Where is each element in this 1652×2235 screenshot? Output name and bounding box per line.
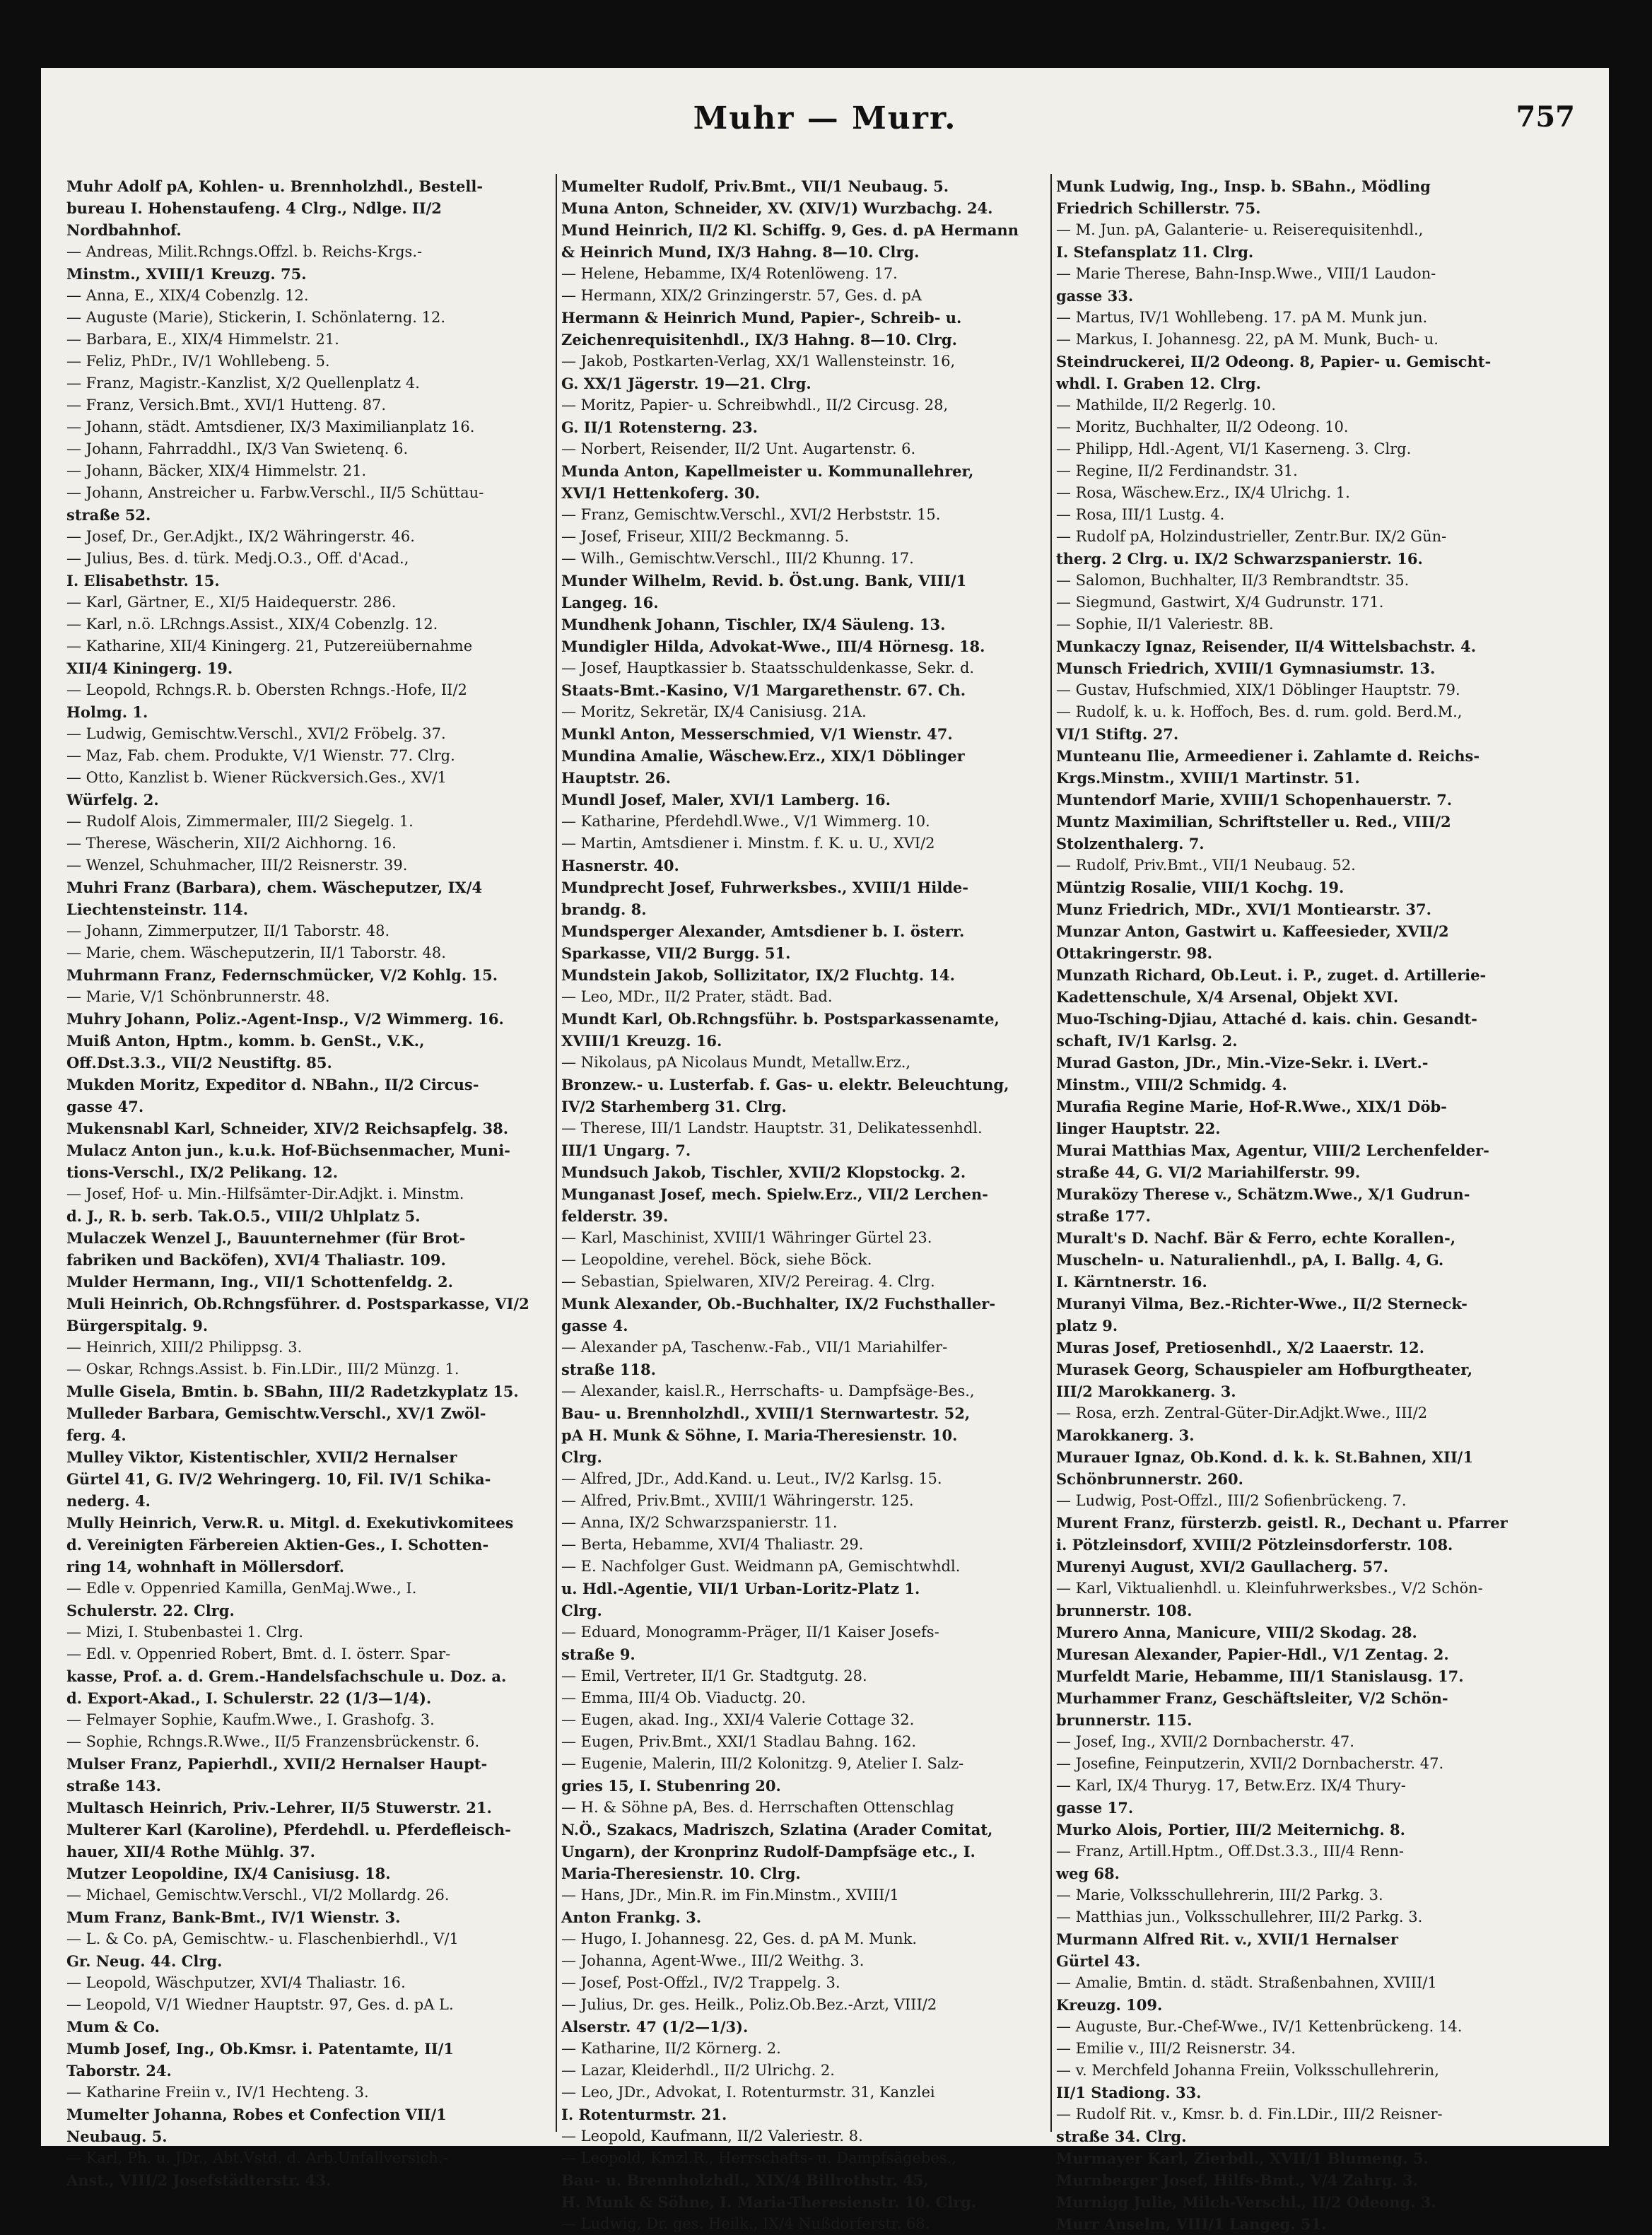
directory-entry: Murr Anselm, VIII/1 Langeg. 51. [1056, 2215, 1327, 2233]
directory-entry: Murafia Regine Marie, Hof-R.Wwe., XIX/1 Döb- [1056, 1098, 1447, 1115]
directory-entry: d. Export-Akad., I. Schulerstr. 22 (1/3—1/4). [66, 1689, 432, 1707]
directory-entry: — Mizi, I. Stubenbastei 1. Clrg. [66, 1624, 304, 1641]
directory-entry: — Anna, IX/2 Schwarzspanierstr. 11. [561, 1514, 838, 1531]
directory-entry: XVIII/1 Kreuzg. 16. [561, 1032, 722, 1050]
directory-entry: — Matthias jun., Volksschullehrer, III/2 Parkg. 3. [1056, 1908, 1423, 1925]
directory-entry: Murad Gaston, JDr., Min.-Vize-Sekr. i. LVert.- [1056, 1054, 1429, 1072]
directory-entry: Muscheln- u. Naturalienhdl., pA, I. Ballg. 4, G. [1056, 1251, 1444, 1269]
directory-entry: — Sebastian, Spielwaren, XIV/2 Pereirag. 4. Clrg. [561, 1273, 935, 1290]
directory-entry: — Norbert, Reisender, II/2 Unt. Augartenstr. 6. [561, 440, 916, 457]
directory-entry: — Gustav, Hufschmied, XIX/1 Döblinger Hauptstr. 79. [1056, 681, 1460, 698]
directory-entry: I. Elisabethstr. 15. [66, 572, 220, 589]
directory-entry: Schulerstr. 22. Clrg. [66, 1602, 235, 1619]
directory-entry: — Eugen, Priv.Bmt., XXI/1 Stadlau Bahng. 162. [561, 1733, 917, 1750]
directory-entry: Munda Anton, Kapellmeister u. Kommunallehrer, [561, 462, 974, 480]
directory-entry: gasse 4. [561, 1317, 628, 1334]
directory-entry: Gr. Neug. 44. Clrg. [66, 1952, 223, 1970]
directory-entry: Muntendorf Marie, XVIII/1 Schopenhauerstr. 7. [1056, 791, 1453, 809]
directory-entry: Würfelg. 2. [66, 791, 159, 809]
directory-entry: straße 44, G. VI/2 Mariahilferstr. 99. [1056, 1163, 1361, 1181]
directory-entry: Muraközy Therese v., Schätzm.Wwe., X/1 Gudrun- [1056, 1185, 1470, 1203]
directory-entry: Munsch Friedrich, XVIII/1 Gymnasiumstr. 13. [1056, 659, 1436, 677]
directory-entry: brunnerstr. 115. [1056, 1711, 1193, 1729]
directory-entry: II/1 Stadiong. 33. [1056, 2084, 1202, 2101]
directory-entry: — Eduard, Monogramm-Präger, II/1 Kaiser Josefs- [561, 1624, 939, 1641]
directory-entry: Mund Heinrich, II/2 Kl. Schiffg. 9, Ges. d. pA Hermann [561, 221, 1019, 239]
directory-entry: — Otto, Kanzlist b. Wiener Rückversich.Ges., XV/1 [66, 769, 447, 786]
directory-entry: Munz Friedrich, MDr., XVI/1 Montiearstr. 37. [1056, 901, 1431, 918]
directory-entry: kasse, Prof. a. d. Grem.-Handelsfachschule u. Doz. a. [66, 1667, 507, 1685]
directory-entry: Anton Frankg. 3. [561, 1908, 702, 1926]
directory-entry: Munteanu Ilie, Armeediener i. Zahlamte d. Reichs- [1056, 747, 1480, 765]
directory-entry: — Philipp, Hdl.-Agent, VI/1 Kaserneng. 3. Clrg. [1056, 440, 1412, 457]
directory-entry: — Martin, Amtsdiener i. Minstm. f. K. u. U., XVI/2 [561, 835, 935, 852]
directory-entry: Schönbrunnerstr. 260. [1056, 1470, 1243, 1488]
directory-entry: — Franz, Magistr.-Kanzlist, X/2 Quellenplatz 4. [66, 375, 420, 392]
directory-entry: — Rudolf Alois, Zimmermaler, III/2 Siegelg. 1. [66, 813, 414, 830]
directory-entry: Muo-Tsching-Djiau, Attaché d. kais. chin. Gesandt- [1056, 1010, 1477, 1028]
directory-entry: weg 68. [1056, 1865, 1120, 1882]
column-right [1056, 175, 1541, 2233]
directory-entry: — Wenzel, Schuhmacher, III/2 Reisnerstr. 39. [66, 857, 408, 874]
directory-entry: Munk Ludwig, Ing., Insp. b. SBahn., Mödling [1056, 177, 1431, 195]
directory-entry: straße 52. [66, 506, 151, 524]
directory-entry: Taborstr. 24. [66, 2062, 172, 2079]
directory-entry: — Leopold, Rchngs.R. b. Obersten Rchngs.-Hofe, II/2 [66, 681, 467, 698]
directory-entry: — Berta, Hebamme, XVI/4 Thaliastr. 29. [561, 1536, 864, 1553]
directory-entry: Muhri Franz (Barbara), chem. Wäscheputzer, IX/4 [66, 879, 483, 896]
directory-entry: G. II/1 Rotensterng. 23. [561, 418, 758, 436]
directory-entry: Gürtel 41, G. IV/2 Wehringerg. 10, Fil. IV/1 Schika- [66, 1470, 491, 1488]
directory-entry: Minstm., VIII/2 Schmidg. 4. [1056, 1076, 1287, 1093]
directory-entry: — Johann, Zimmerputzer, II/1 Taborstr. 48. [66, 922, 390, 939]
directory-entry: — Hans, JDr., Min.R. im Fin.Minstm., XVIII/1 [561, 1887, 899, 1903]
directory-entry: — Karl, Gärtner, E., XI/5 Haidequerstr. 286. [66, 594, 397, 611]
directory-entry: Anst., VIII/2 Josefstädterstr. 43. [66, 2171, 332, 2189]
directory-entry: — Karl, n.ö. LRchngs.Assist., XIX/4 Cobenzlg. 12. [66, 616, 438, 633]
directory-entry: — Mathilde, II/2 Regerlg. 10. [1056, 397, 1277, 413]
directory-entry: Hermann & Heinrich Mund, Papier-, Schreib- u. [561, 309, 962, 327]
directory-entry: Mumelter Johanna, Robes et Confection VII/1 [66, 2106, 447, 2123]
directory-entry: hauer, XII/4 Rothe Mühlg. 37. [66, 1843, 315, 1860]
column-left [66, 175, 551, 2189]
directory-entry: straße 177. [1056, 1207, 1151, 1225]
directory-entry: Bürgerspitalg. 9. [66, 1317, 209, 1334]
directory-entry: — Barbara, E., XIX/4 Himmelstr. 21. [66, 331, 339, 348]
directory-entry: Murent Franz, fürsterzb. geistl. R., Dechant u. Pfarrer [1056, 1514, 1508, 1532]
directory-entry: — Feliz, PhDr., IV/1 Wohllebeng. 5. [66, 353, 330, 370]
directory-entry: — Leo, MDr., II/2 Prater, städt. Bad. [561, 988, 833, 1005]
directory-entry: gasse 33. [1056, 287, 1134, 305]
directory-entry: — Johann, Bäcker, XIX/4 Himmelstr. 21. [66, 462, 367, 479]
directory-entry: — Wilh., Gemischtw.Verschl., III/2 Khunng. 17. [561, 550, 914, 567]
directory-entry: Mulder Hermann, Ing., VII/1 Schottenfeldg. 2. [66, 1273, 453, 1291]
directory-entry: — Katharine, Pferdehdl.Wwe., V/1 Wimmerg. 10. [561, 813, 930, 830]
directory-entry: — Johann, städt. Amtsdiener, IX/3 Maximilianplatz 16. [66, 418, 475, 435]
directory-entry: ring 14, wohnhaft in Möllersdorf. [66, 1558, 345, 1576]
directory-entry: Steindruckerei, II/2 Odeong. 8, Papier- u. Gemischt- [1056, 353, 1492, 370]
directory-entry: Munkl Anton, Messerschmied, V/1 Wienstr. 47. [561, 725, 953, 743]
directory-entry: Mundigler Hilda, Advokat-Wwe., III/4 Hörnesg. 18. [561, 638, 985, 655]
directory-entry: Mundsuch Jakob, Tischler, XVII/2 Klopstockg. 2. [561, 1163, 966, 1181]
directory-entry: — Katharine Freiin v., IV/1 Hechteng. 3. [66, 2084, 369, 2101]
directory-entry: — Karl, Maschinist, XVIII/1 Währinger Gürtel 23. [561, 1229, 932, 1246]
directory-entry: Sparkasse, VII/2 Burgg. 51. [561, 944, 791, 962]
directory-entry: Mum Franz, Bank-Bmt., IV/1 Wienstr. 3. [66, 1908, 401, 1926]
directory-entry: XVI/1 Hettenkoferg. 30. [561, 484, 761, 502]
directory-entry: Mulacz Anton jun., k.u.k. Hof-Büchsenmacher, Muni- [66, 1142, 510, 1159]
directory-entry: — Josef, Hauptkassier b. Staatsschuldenkasse, Sekr. d. [561, 659, 975, 676]
directory-entry: — Marie, V/1 Schönbrunnerstr. 48. [66, 988, 330, 1005]
directory-entry: — Marie Therese, Bahn-Insp.Wwe., VIII/1 Laudon- [1056, 265, 1436, 282]
directory-entry: — Julius, Dr. ges. Heilk., Poliz.Ob.Bez.-Arzt, VIII/2 [561, 1996, 937, 2013]
directory-entry: Mundprecht Josef, Fuhrwerksbes., XVIII/1 Hilde- [561, 879, 968, 896]
column-rule [556, 174, 557, 2132]
directory-entry: Minstm., XVIII/1 Kreuzg. 75. [66, 265, 307, 283]
directory-entry: — Markus, I. Johannesg. 22, pA M. Munk, Buch- u. [1056, 331, 1439, 348]
directory-entry: — Amalie, Bmtin. d. städt. Straßenbahnen, XVIII/1 [1056, 1974, 1437, 1991]
directory-entry: — Heinrich, XIII/2 Philippsg. 3. [66, 1339, 303, 1356]
directory-entry: therg. 2 Clrg. u. IX/2 Schwarzspanierstr. 16. [1056, 550, 1423, 568]
directory-entry: gries 15, I. Stubenring 20. [561, 1777, 781, 1795]
directory-entry: Mundhenk Johann, Tischler, IX/4 Säuleng. 13. [561, 616, 946, 633]
directory-entry: Mulle Gisela, Bmtin. b. SBahn, III/2 Radetzkyplatz 15. [66, 1383, 519, 1400]
directory-entry: — Rudolf Rit. v., Kmsr. b. d. Fin.LDir., III/2 Reisner- [1056, 2106, 1443, 2123]
directory-entry: Muhrmann Franz, Federnschmücker, V/2 Kohlg. 15. [66, 966, 498, 984]
directory-entry: Munkaczy Ignaz, Reisender, II/4 Wittelsbachstr. 4. [1056, 638, 1477, 655]
directory-entry: felderstr. 39. [561, 1207, 669, 1225]
directory-entry: Multasch Heinrich, Priv.-Lehrer, II/5 Stuwerstr. 21. [66, 1799, 492, 1817]
directory-entry: Bronzew.- u. Lusterfab. f. Gas- u. elektr. Beleuchtung, [561, 1076, 1009, 1093]
directory-entry: Murfeldt Marie, Hebamme, III/1 Stanislausg. 17. [1056, 1667, 1464, 1685]
directory-entry: Zeichenrequisitenhdl., IX/3 Hahng. 8—10. Clrg. [561, 331, 957, 348]
directory-entry: straße 118. [561, 1361, 656, 1378]
directory-entry: Mukensnabl Karl, Schneider, XIV/2 Reichsapfelg. 38. [66, 1120, 509, 1137]
directory-entry: G. XX/1 Jägerstr. 19—21. Clrg. [561, 375, 812, 392]
directory-entry: Murmann Alfred Rit. v., XVII/1 Hernalser [1056, 1930, 1398, 1948]
directory-entry: Muras Josef, Pretiosenhdl., X/2 Laaerstr. 12. [1056, 1339, 1424, 1356]
directory-entry: Mum & Co. [66, 2018, 160, 2036]
page-header [41, 100, 1609, 157]
directory-entry: — Helene, Hebamme, IX/4 Rotenlöweng. 17. [561, 265, 898, 282]
directory-entry: Bau- u. Brennholzhdl., XIX/4 Billrothstr. 45, [561, 2171, 929, 2189]
directory-entry: — Anna, E., XIX/4 Cobenzlg. 12. [66, 287, 309, 304]
directory-entry: Muralt's D. Nachf. Bär & Ferro, echte Korallen-, [1056, 1229, 1456, 1247]
directory-entry: — Nikolaus, pA Nicolaus Mundt, Metallw.Erz., [561, 1054, 911, 1071]
directory-entry: schaft, IV/1 Karlsg. 2. [1056, 1032, 1238, 1050]
directory-entry: Murmayer Karl, Zierbdl., XVII/1 Blumeng. 5. [1056, 2149, 1429, 2167]
directory-entry: gasse 17. [1056, 1799, 1134, 1817]
directory-entry: — Leopold, V/1 Wiedner Hauptstr. 97, Ges. d. pA L. [66, 1996, 454, 2013]
directory-entry: — Emil, Vertreter, II/1 Gr. Stadtgutg. 28. [561, 1667, 867, 1684]
directory-entry: — Katharine, XII/4 Kiningerg. 21, Putzereiübernahme [66, 638, 473, 655]
directory-entry: u. Hdl.-Agentie, VII/1 Urban-Loritz-Platz 1. [561, 1580, 920, 1597]
directory-entry: — Leopold, Kmzl.R., Herrschafts- u. Dampfsägebes., [561, 2149, 956, 2166]
directory-entry: whdl. I. Graben 12. Clrg. [1056, 375, 1261, 392]
directory-entry: — Leopold, Kaufmann, II/2 Valeriestr. 8. [561, 2128, 863, 2145]
directory-page [41, 68, 1609, 2233]
directory-entry: Krgs.Minstm., XVIII/1 Martinstr. 51. [1056, 769, 1360, 787]
directory-entry: tions-Verschl., IX/2 Pelikang. 12. [66, 1163, 339, 1181]
directory-entry: IV/2 Starhemberg 31. Clrg. [561, 1098, 787, 1115]
directory-entry: Kreuzg. 109. [1056, 1996, 1163, 2014]
directory-entry: Murenyi August, XVI/2 Gaullacherg. 57. [1056, 1558, 1389, 1576]
directory-entry: Munzath Richard, Ob.Leut. i. P., zuget. d. Artillerie- [1056, 966, 1487, 984]
directory-entry: — Rudolf, k. u. k. Hoffoch, Bes. d. rum. gold. Berd.M., [1056, 703, 1463, 720]
directory-entry: nederg. 4. [66, 1492, 151, 1510]
directory-entry: Muhry Johann, Poliz.-Agent-Insp., V/2 Wimmerg. 16. [66, 1010, 504, 1028]
directory-entry: Mulley Viktor, Kistentischler, XVII/2 Hernalser [66, 1448, 457, 1466]
directory-entry: Friedrich Schillerstr. 75. [1056, 199, 1261, 217]
directory-entry: Munzar Anton, Gastwirt u. Kaffeesieder, XVII/2 [1056, 922, 1449, 940]
directory-entry: I. Rotenturmstr. 21. [561, 2106, 727, 2123]
directory-entry: — H. & Söhne pA, Bes. d. Herrschaften Ottenschlag [561, 1799, 954, 1816]
directory-entry: Mundsperger Alexander, Amtsdiener b. I. österr. [561, 922, 965, 940]
directory-entry: Munder Wilhelm, Revid. b. Öst.ung. Bank, VIII/1 [561, 572, 967, 589]
running-head: Muhr — Murr. [693, 100, 957, 136]
directory-entry: Mundstein Jakob, Sollizitator, IX/2 Fluchtg. 14. [561, 966, 955, 984]
directory-entry: Off.Dst.3.3., VII/2 Neustiftg. 85. [66, 1054, 332, 1072]
directory-entry: Nordbahnhof. [66, 221, 182, 239]
directory-entry: Murnigg Julie, Milch-Verschl., II/2 Odeong. 3. [1056, 2193, 1436, 2211]
directory-entry: — Leopold, Wäschputzer, XVI/4 Thaliastr. 16. [66, 1974, 406, 1991]
directory-entry: Müntzig Rosalie, VIII/1 Kochg. 19. [1056, 879, 1345, 896]
directory-entry: Holmg. 1. [66, 703, 148, 721]
directory-entry: Mukden Moritz, Expeditor d. NBahn., II/2 Circus- [66, 1076, 479, 1093]
directory-entry: i. Pötzleinsdorf, XVIII/2 Pötzleinsdorferstr. 108. [1056, 1536, 1453, 1554]
column-rule [1050, 174, 1052, 2132]
directory-entry: — Rosa, III/1 Lustg. 4. [1056, 506, 1225, 523]
directory-entry: — Emma, III/4 Ob. Viaductg. 20. [561, 1689, 807, 1706]
directory-entry: I. Stefansplatz 11. Clrg. [1056, 243, 1254, 261]
directory-entry: — E. Nachfolger Gust. Weidmann pA, Gemischtwhdl. [561, 1558, 961, 1575]
directory-entry: Mundl Josef, Maler, XVI/1 Lamberg. 16. [561, 791, 891, 809]
directory-entry: I. Kärntnerstr. 16. [1056, 1273, 1207, 1291]
directory-entry: — Katharine, II/2 Körnerg. 2. [561, 2040, 781, 2057]
directory-entry: Murko Alois, Portier, III/2 Meiternichg. 8. [1056, 1821, 1405, 1838]
directory-entry: Murnberger Josef, Hilfs-Bmt., V/4 Zahrg. 3. [1056, 2171, 1419, 2189]
directory-entry: — Moritz, Papier- u. Schreibwhdl., II/2 Circusg. 28, [561, 397, 949, 413]
directory-entry: Murai Matthias Max, Agentur, VIII/2 Lerchenfelder- [1056, 1142, 1489, 1159]
directory-entry: — Franz, Artill.Hptm., Off.Dst.3.3., III/4 Renn- [1056, 1843, 1404, 1860]
directory-entry: — Andreas, Milit.Rchngs.Offzl. b. Reichs-Krgs.- [66, 243, 423, 260]
directory-entry: — Auguste, Bur.-Chef-Wwe., IV/1 Kettenbrückeng. 14. [1056, 2018, 1463, 2035]
directory-entry: Muna Anton, Schneider, XV. (XIV/1) Wurzbachg. 24. [561, 199, 993, 217]
directory-entry: Mundt Karl, Ob.Rchngsführ. b. Postsparkassenamte, [561, 1010, 1000, 1028]
directory-entry: — Oskar, Rchngs.Assist. b. Fin.LDir., III/2 Münzg. 1. [66, 1361, 459, 1378]
directory-entry: Clrg. [561, 1602, 602, 1619]
directory-entry: — Emilie v., III/2 Reisnerstr. 34. [1056, 2040, 1296, 2057]
directory-entry: — Hugo, I. Johannesg. 22, Ges. d. pA M. Munk. [561, 1930, 918, 1947]
directory-entry: — Josef, Dr., Ger.Adjkt., IX/2 Währingerstr. 46. [66, 528, 415, 545]
directory-entry: — Marie, chem. Wäscheputzerin, II/1 Taborstr. 48. [66, 944, 446, 961]
directory-entry: — Josef, Post-Offzl., IV/2 Trappelg. 3. [561, 1974, 840, 1991]
page-number: 757 [1516, 100, 1575, 134]
directory-entry: Kadettenschule, X/4 Arsenal, Objekt XVI. [1056, 988, 1399, 1006]
directory-entry: brandg. 8. [561, 901, 647, 918]
directory-entry: Ungarn), der Kronprinz Rudolf-Dampfsäge etc., I. [561, 1843, 976, 1860]
directory-entry: — Josefine, Feinputzerin, XVII/2 Dornbacherstr. 47. [1056, 1755, 1444, 1772]
directory-entry: — Edle v. Oppenried Kamilla, GenMaj.Wwe., I. [66, 1580, 417, 1597]
directory-entry: — Auguste (Marie), Stickerin, I. Schönlaterng. 12. [66, 309, 446, 326]
directory-entry: — Eugen, akad. Ing., XXI/4 Valerie Cottage 32. [561, 1711, 915, 1728]
directory-entry: Hauptstr. 26. [561, 769, 671, 787]
directory-entry: H. Munk & Söhne, I. Maria-Theresienstr. 10. Clrg. [561, 2193, 977, 2211]
directory-entry: — Rosa, erzh. Zentral-Güter-Dir.Adjkt.Wwe., III/2 [1056, 1404, 1428, 1421]
directory-entry: — Regine, II/2 Ferdinandstr. 31. [1056, 462, 1298, 479]
directory-entry: Muntz Maximilian, Schriftsteller u. Red., VIII/2 [1056, 813, 1451, 831]
directory-entry: VI/1 Stiftg. 27. [1056, 725, 1179, 743]
directory-entry: Murero Anna, Manicure, VIII/2 Skodag. 28. [1056, 1624, 1417, 1641]
directory-entry: Mully Heinrich, Verw.R. u. Mitgl. d. Exekutivkomitees [66, 1514, 514, 1532]
directory-entry: — Therese, III/1 Landstr. Hauptstr. 31, Delikatessenhdl. [561, 1120, 983, 1137]
directory-entry: Ottakringerstr. 98. [1056, 944, 1213, 962]
directory-entry: Muli Heinrich, Ob.Rchngsführer. d. Postsparkasse, VI/2 [66, 1295, 529, 1313]
directory-entry: Muiß Anton, Hptm., komm. b. GenSt., V.K., [66, 1032, 425, 1050]
directory-entry: — Edl. v. Oppenried Robert, Bmt. d. I. österr. Spar- [66, 1646, 451, 1662]
directory-entry: Mulaczek Wenzel J., Bauunternehmer (für Brot- [66, 1229, 466, 1247]
directory-entry: Stolzenthalerg. 7. [1056, 835, 1205, 852]
directory-entry: — Karl, Ph. u. JDr., Abt.Vstd. d. Arb.Unfallversich.- [66, 2149, 448, 2166]
directory-entry: linger Hauptstr. 22. [1056, 1120, 1221, 1137]
directory-entry: — Franz, Gemischtw.Verschl., XVI/2 Herbststr. 15. [561, 506, 941, 523]
directory-entry: Staats-Bmt.-Kasino, V/1 Margarethenstr. 67. Ch. [561, 681, 966, 699]
directory-entry: — Karl, IX/4 Thuryg. 17, Betw.Erz. IX/4 Thury- [1056, 1777, 1406, 1794]
directory-entry: — Johann, Fahrraddhl., IX/3 Van Swietenq. 6. [66, 440, 409, 457]
directory-entry: ferg. 4. [66, 1426, 127, 1444]
directory-entry: — Ludwig, Dr. ges. Heilk., IX/4 Nußdorferstr. 68. [561, 2215, 930, 2232]
directory-entry: bureau I. Hohenstaufeng. 4 Clrg., Ndlge. II/2 [66, 199, 442, 217]
column-middle [561, 175, 1046, 2232]
directory-entry: Langeg. 16. [561, 594, 659, 611]
directory-entry: — Jakob, Postkarten-Verlag, XX/1 Wallensteinstr. 16, [561, 353, 956, 370]
directory-entry: — Martus, IV/1 Wohllebeng. 17. pA M. Munk jun. [1056, 309, 1428, 326]
directory-entry: — Alfred, Priv.Bmt., XVIII/1 Währingerstr. 125. [561, 1492, 914, 1509]
directory-entry: — Alexander, kaisl.R., Herrschafts- u. Dampfsäge-Bes., [561, 1383, 975, 1400]
directory-entry: III/2 Marokkanerg. 3. [1056, 1383, 1236, 1400]
directory-entry: Mundina Amalie, Wäschew.Erz., XIX/1 Döblinger [561, 747, 965, 765]
directory-entry: Muranyi Vilma, Bez.-Richter-Wwe., II/2 Sterneck- [1056, 1295, 1468, 1313]
directory-entry: platz 9. [1056, 1317, 1118, 1334]
directory-entry: Mutzer Leopoldine, IX/4 Canisiusg. 18. [66, 1865, 391, 1882]
directory-entry: Murhammer Franz, Geschäftsleiter, V/2 Schön- [1056, 1689, 1448, 1707]
directory-entry: — Ludwig, Post-Offzl., III/2 Sofienbrückeng. 7. [1056, 1492, 1407, 1509]
directory-entry: straße 34. Clrg. [1056, 2128, 1187, 2145]
directory-entry: — Karl, Viktualienhdl. u. Kleinfuhrwerksbes., V/2 Schön- [1056, 1580, 1483, 1597]
directory-entry: fabriken und Backöfen), XVI/4 Thaliastr. 109. [66, 1251, 446, 1269]
directory-entry: — Johanna, Agent-Wwe., III/2 Weithg. 3. [561, 1952, 865, 1969]
directory-entry: — Josef, Ing., XVII/2 Dornbacherstr. 47. [1056, 1733, 1354, 1750]
directory-entry: — Ludwig, Gemischtw.Verschl., XVI/2 Fröbelg. 37. [66, 725, 446, 742]
directory-entry: Munganast Josef, mech. Spielw.Erz., VII/2 Lerchen- [561, 1185, 988, 1203]
directory-entry: & Heinrich Mund, IX/3 Hahng. 8—10. Clrg. [561, 243, 920, 261]
directory-entry: Hasnerstr. 40. [561, 857, 679, 874]
directory-entry: — Sophie, II/1 Valeriestr. 8B. [1056, 616, 1274, 633]
directory-entry: — Salomon, Buchhalter, II/3 Rembrandtstr. 35. [1056, 572, 1410, 589]
directory-entry: Liechtensteinstr. 114. [66, 901, 249, 918]
directory-entry: Mulser Franz, Papierhdl., XVII/2 Hernalser Haupt- [66, 1755, 488, 1773]
directory-entry: — Sophie, Rchngs.R.Wwe., II/5 Franzensbrückenstr. 6. [66, 1733, 480, 1750]
directory-entry: — v. Merchfeld Johanna Freiin, Volksschullehrerin, [1056, 2062, 1439, 2079]
directory-entry: — Moritz, Buchhalter, II/2 Odeong. 10. [1056, 418, 1349, 435]
directory-entry: — Lazar, Kleiderhdl., II/2 Ulrichg. 2. [561, 2062, 835, 2079]
directory-entry: straße 143. [66, 1777, 161, 1795]
directory-entry: — M. Jun. pA, Galanterie- u. Reiserequisitenhdl., [1056, 221, 1424, 238]
directory-entry: d. Vereinigten Färbereien Aktien-Ges., I. Schotten- [66, 1536, 489, 1554]
directory-entry: d. J., R. b. serb. Tak.O.5., VIII/2 Uhlplatz 5. [66, 1207, 421, 1225]
directory-entry: — Maz, Fab. chem. Produkte, V/1 Wienstr. 77. Clrg. [66, 747, 455, 764]
directory-entry: — Marie, Volksschullehrerin, III/2 Parkg. 3. [1056, 1887, 1383, 1903]
directory-entry: — Josef, Hof- u. Min.-Hilfsämter-Dir.Adjkt. i. Minstm. [66, 1185, 464, 1202]
directory-entry: Muresan Alexander, Papier-Hdl., V/1 Zentag. 2. [1056, 1646, 1449, 1663]
directory-entry: pA H. Munk & Söhne, I. Maria-Theresienstr. 10. [561, 1426, 958, 1444]
directory-entry: Marokkanerg. 3. [1056, 1426, 1195, 1444]
directory-entry: brunnerstr. 108. [1056, 1602, 1193, 1619]
directory-entry: — L. & Co. pA, Gemischtw.- u. Flaschenbierhdl., V/1 [66, 1930, 459, 1947]
directory-entry: — Eugenie, Malerin, III/2 Kolonitzg. 9, Atelier I. Salz- [561, 1755, 964, 1772]
directory-entry: — Michael, Gemischtw.Verschl., VI/2 Mollardg. 26. [66, 1887, 450, 1903]
directory-entry: Muhr Adolf pA, Kohlen- u. Brennholzhdl., Bestell- [66, 177, 484, 195]
directory-entry: N.Ö., Szakacs, Madriszch, Szlatina (Arader Comitat, [561, 1821, 993, 1838]
directory-entry: — Rosa, Wäschew.Erz., IX/4 Ulrichg. 1. [1056, 484, 1350, 501]
directory-entry: Bau- u. Brennholzhdl., XVIII/1 Sternwartestr. 52, [561, 1404, 971, 1422]
directory-entry: Maria-Theresienstr. 10. Clrg. [561, 1865, 801, 1882]
directory-entry: — Hermann, XIX/2 Grinzingerstr. 57, Ges. d. pA [561, 287, 922, 304]
directory-entry: gasse 47. [66, 1098, 144, 1115]
directory-entry: — Moritz, Sekretär, IX/4 Canisiusg. 21A. [561, 703, 867, 720]
directory-entry: Mumelter Rudolf, Priv.Bmt., VII/1 Neubaug. 5. [561, 177, 949, 195]
directory-entry: — Alexander pA, Taschenw.-Fab., VII/1 Mariahilfer- [561, 1339, 948, 1356]
directory-entry: Neubaug. 5. [66, 2128, 168, 2145]
directory-entry: Murauer Ignaz, Ob.Kond. d. k. k. St.Bahnen, XII/1 [1056, 1448, 1473, 1466]
directory-entry: Mumb Josef, Ing., Ob.Kmsr. i. Patentamte, II/1 [66, 2040, 454, 2058]
directory-entry: Mulleder Barbara, Gemischtw.Verschl., XV/1 Zwöl- [66, 1404, 486, 1422]
directory-entry: III/1 Ungarg. 7. [561, 1142, 691, 1159]
directory-entry: — Leopoldine, verehel. Böck, siehe Böck. [561, 1251, 872, 1268]
directory-entry: — Josef, Friseur, XIII/2 Beckmanng. 5. [561, 528, 850, 545]
directory-entry: Munk Alexander, Ob.-Buchhalter, IX/2 Fuchsthaller- [561, 1295, 996, 1313]
directory-entry: straße 9. [561, 1646, 635, 1663]
directory-entry: — Alfred, JDr., Add.Kand. u. Leut., IV/2 Karlsg. 15. [561, 1470, 942, 1487]
directory-entry: — Siegmund, Gastwirt, X/4 Gudrunstr. 171. [1056, 594, 1384, 611]
directory-entry: Clrg. [561, 1448, 602, 1466]
directory-entry: — Felmayer Sophie, Kaufm.Wwe., I. Grashofg. 3. [66, 1711, 435, 1728]
directory-entry: Gürtel 43. [1056, 1952, 1141, 1970]
directory-entry: — Julius, Bes. d. türk. Medj.O.3., Off. d'Acad., [66, 550, 409, 567]
directory-entry: Multerer Karl (Karoline), Pferdehdl. u. Pferdefleisch- [66, 1821, 511, 1838]
directory-entry: — Rudolf, Priv.Bmt., VII/1 Neubaug. 52. [1056, 857, 1356, 874]
directory-entry: Murasek Georg, Schauspieler am Hofburgtheater, [1056, 1361, 1473, 1378]
directory-entry: XII/4 Kiningerg. 19. [66, 659, 233, 677]
directory-entry: — Leo, JDr., Advokat, I. Rotenturmstr. 31, Kanzlei [561, 2084, 935, 2101]
directory-entry: Alserstr. 47 (1/2—1/3). [561, 2018, 749, 2036]
directory-entry: — Therese, Wäscherin, XII/2 Aichhorng. 16. [66, 835, 397, 852]
directory-entry: — Rudolf pA, Holzindustrieller, Zentr.Bur. IX/2 Gün- [1056, 528, 1447, 545]
directory-entry: — Franz, Versich.Bmt., XVI/1 Hutteng. 87. [66, 397, 387, 413]
directory-entry: — Johann, Anstreicher u. Farbw.Verschl., II/5 Schüttau- [66, 484, 484, 501]
